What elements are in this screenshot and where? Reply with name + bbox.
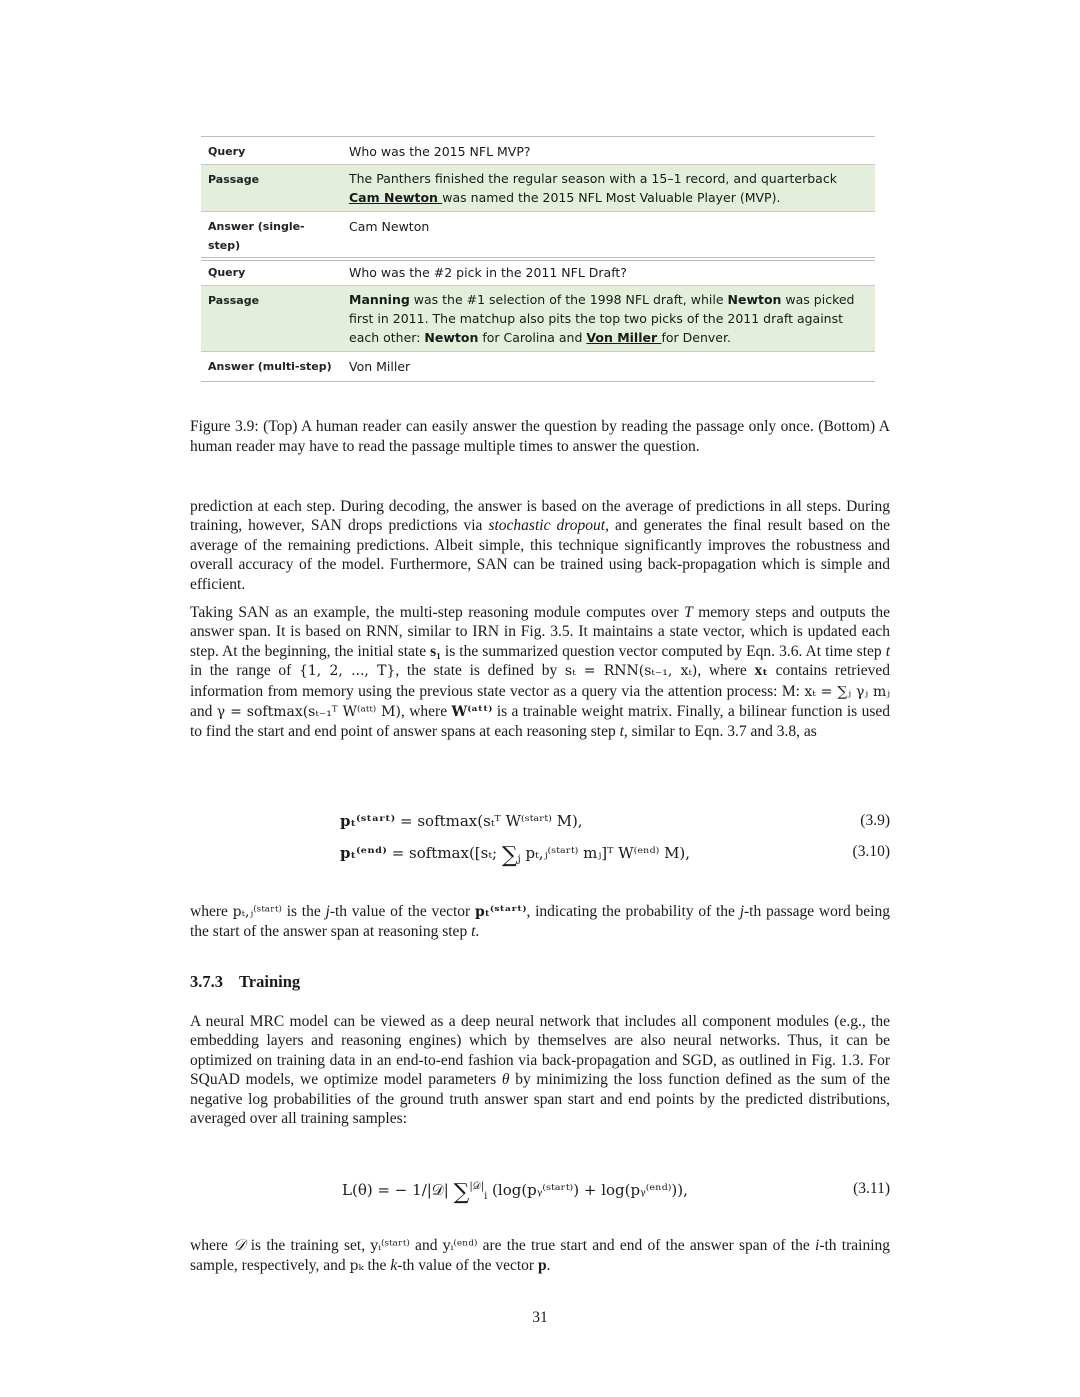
entity-bold: Newton — [424, 330, 479, 345]
equation-body — [340, 843, 690, 868]
math-var: p — [537, 1257, 547, 1275]
sum-index: j — [517, 854, 521, 865]
text-segment: , where — [697, 662, 755, 680]
text-segment: , the state is defined by — [395, 662, 565, 680]
passage-text — [342, 165, 875, 212]
equation-number: (3.10) — [852, 843, 890, 860]
answer-label: Answer (single-step) — [201, 212, 342, 261]
equation-rhs: = softmax(sₜᵀ W⁽ˢᵗᵃʳᵗ⁾ M), — [400, 812, 583, 830]
text-segment: in the range of — [190, 662, 299, 680]
text-segment: . — [546, 1257, 551, 1275]
passage-label: Passage — [201, 165, 342, 212]
text-segment: -th value of the vector — [329, 903, 475, 920]
text-segment: Taking SAN as an example, the multi-step reasoning module computes over — [190, 604, 685, 621]
text-segment: -th passage word being the start of the answer span at reasoning step — [190, 903, 890, 941]
text-segment: is the — [281, 903, 326, 920]
paragraph — [190, 902, 890, 942]
math-var: pₜ⁽ˢᵗᵃʳᵗ⁾ — [474, 904, 527, 920]
answer-highlight: Cam Newton — [349, 190, 443, 205]
text-segment: is the training set, — [245, 1237, 371, 1254]
sum-symbol: ∑ — [453, 1180, 470, 1205]
passage-segment: was named the 2015 NFL Most Valuable Player (MVP). — [442, 190, 781, 205]
text-segment: where — [190, 903, 233, 920]
text-segment: , and generates the final result based on the average of the remaining predictions. Albeit simple, this technique significantly improves the robustness and overall accuracy of the model. Furthermore, SAN can be trained using back-propagation which is simple and efficient. — [190, 517, 890, 593]
equation-3-11 — [190, 1180, 890, 1204]
passage-segment: for Carolina and — [478, 330, 587, 345]
example-table-multi-step — [201, 257, 875, 382]
passage-segment: The Panthers finished the regular season with a 15–1 record, and quarterback — [349, 171, 837, 186]
equation-lhs: L(θ) = − — [342, 1181, 408, 1199]
text-segment: contains retrieved information from memory using the previous state vector as a query via the attention process: M: — [190, 662, 891, 700]
equation-lhs: pₜ⁽ᵉⁿᵈ⁾ — [340, 844, 387, 862]
entity-bold: Newton — [727, 292, 782, 307]
math-inline: xₜ = ∑ⱼ γⱼ mⱼ — [804, 683, 890, 700]
fraction: 1/|𝒟| — [412, 1181, 449, 1199]
text-segment: and — [190, 703, 217, 721]
paragraph — [190, 497, 890, 594]
equation-rhs: = softmax([sₜ; — [391, 844, 502, 862]
passage-segment: was the #1 selection of the 1998 NFL draft, while — [409, 292, 728, 307]
paragraph — [190, 1236, 890, 1277]
text-segment: , similar to Eqn. 3.7 and 3.8, as — [623, 723, 817, 741]
entity-bold: Manning — [349, 292, 410, 307]
text-segment: and — [409, 1237, 443, 1254]
math-var: j — [325, 903, 330, 920]
paragraph — [190, 603, 890, 742]
text-segment: where — [190, 1237, 234, 1254]
query-row — [201, 137, 875, 165]
math-inline: γ = softmax(sₜ₋₁ᵀ W⁽ᵃᵗᵗ⁾ M) — [216, 704, 401, 721]
text-segment: , indicating the probability of the — [526, 903, 740, 920]
text-segment: memory steps and outputs the answer span. It is based on RNN, similar to IRN in Fig. 3.5. It maintains a state vector, which is updated each step. At the beginning, the initial state — [190, 604, 890, 660]
query-label: Query — [201, 137, 342, 165]
math-var: j — [739, 903, 744, 920]
math-var: W⁽ᵃᵗᵗ⁾ — [451, 704, 493, 721]
math-var: t — [619, 723, 624, 741]
answer-highlight: Von Miller — [586, 330, 662, 345]
math-var: pₖ — [349, 1258, 364, 1275]
paragraph — [190, 1012, 890, 1128]
passage-row — [201, 165, 875, 212]
query-row — [201, 258, 875, 286]
math-var: θ — [501, 1071, 510, 1089]
text-segment: A neural MRC model can be viewed as a deep neural network that includes all component modules (e.g., the embedding layers and reasoning engines) which by themselves are also neural networks. Thus, it can be optimized on training data in an end-to-end fashion via back-propagation and SGD, as outlined in Fig. 1.3. For SQuAD models, we optimize model parameters — [190, 1013, 890, 1089]
math-var: t — [471, 923, 476, 941]
math-var: yᵢ⁽ˢᵗᵃʳᵗ⁾ — [370, 1238, 410, 1254]
answer-text: Cam Newton — [342, 212, 875, 261]
math-var: i — [815, 1237, 820, 1254]
math-var: s₁ — [430, 642, 441, 660]
sum-symbol: ∑ — [501, 843, 518, 868]
math-var: pₜ,ⱼ⁽ˢᵗᵃʳᵗ⁾ — [232, 904, 282, 920]
answer-row — [201, 212, 875, 261]
equation-number: (3.11) — [853, 1180, 890, 1197]
sum-lower: i — [484, 1191, 488, 1202]
query-text: Who was the 2015 NFL MVP? — [342, 137, 875, 165]
answer-label: Answer (multi-step) — [201, 352, 342, 382]
query-text: Who was the #2 pick in the 2011 NFL Draft? — [342, 258, 875, 286]
text-segment: . — [475, 923, 480, 941]
equation-body — [340, 812, 583, 830]
answer-row — [201, 352, 875, 382]
text-segment: are the true start and end of the answer span of the — [477, 1237, 816, 1254]
equation-number: (3.9) — [860, 812, 890, 829]
section-title-text: Training — [239, 972, 301, 991]
section-number: 3.7.3 — [190, 972, 223, 991]
equation-3-9 — [190, 812, 890, 836]
equation-rhs: (log(pᵧ⁽ˢᵗᵃʳᵗ⁾) + log(pᵧ⁽ᵉⁿᵈ⁾)), — [492, 1181, 688, 1199]
math-var: xₜ — [754, 662, 768, 680]
math-var: k — [390, 1257, 398, 1275]
query-label: Query — [201, 258, 342, 286]
sum-upper: |𝒟| — [469, 1181, 485, 1192]
passage-row — [201, 286, 875, 352]
math-inline: {1, 2, ..., T} — [298, 663, 396, 680]
text-segment: -th training sample, respectively, and — [190, 1237, 891, 1275]
answer-text: Von Miller — [342, 352, 875, 382]
passage-segment: was picked first in 2011. The matchup also pits the top two picks of the 2011 draft against each other: — [349, 292, 855, 345]
equation-lhs: pₜ⁽ˢᵗᵃʳᵗ⁾ — [340, 812, 396, 830]
math-var: yᵢ⁽ᵉⁿᵈ⁾ — [442, 1238, 478, 1254]
equation-3-10 — [190, 843, 890, 867]
section-heading — [190, 972, 300, 992]
italic-term: stochastic dropout — [488, 517, 606, 535]
text-segment: , where — [400, 703, 452, 721]
text-segment: the — [363, 1257, 391, 1275]
equation-body — [342, 1180, 688, 1205]
text-segment: by minimizing the loss function defined as the sum of the negative log probabilities of the ground truth answer span start and end points by the predicted distributions, averaged over all training samples: — [190, 1071, 890, 1128]
math-var: T — [684, 604, 693, 621]
text-segment: is the summarized question vector computed by Eqn. 3.6. At time step — [440, 642, 886, 660]
text-segment: is a trainable weight matrix. Finally, a bilinear function is used to find the start and end point of answer spans at each reasoning step — [190, 703, 890, 741]
equation-rhs: pₜ,ⱼ⁽ˢᵗᵃʳᵗ⁾ mⱼ]ᵀ W⁽ᵉⁿᵈ⁾ M), — [525, 844, 691, 862]
math-inline: sₜ = RNN(sₜ₋₁, xₜ) — [564, 663, 698, 680]
page-number: 31 — [532, 1309, 548, 1326]
text-segment: prediction at each step. During decoding, the answer is based on the average of predictions in all steps. During training, however, SAN drops predictions via — [190, 498, 890, 535]
passage-segment: for Denver. — [661, 330, 731, 345]
text-segment: -th value of the vector — [397, 1257, 538, 1275]
math-var: t — [885, 642, 891, 660]
figure-caption: Figure 3.9: (Top) A human reader can easily answer the question by reading the passage only once. (Bottom) A human reader may have to read the passage multiple times to answer the question. — [190, 418, 890, 455]
passage-label: Passage — [201, 286, 342, 352]
passage-text — [342, 286, 875, 352]
example-table-single-step — [201, 136, 875, 261]
math-var: 𝒟 — [233, 1237, 246, 1254]
